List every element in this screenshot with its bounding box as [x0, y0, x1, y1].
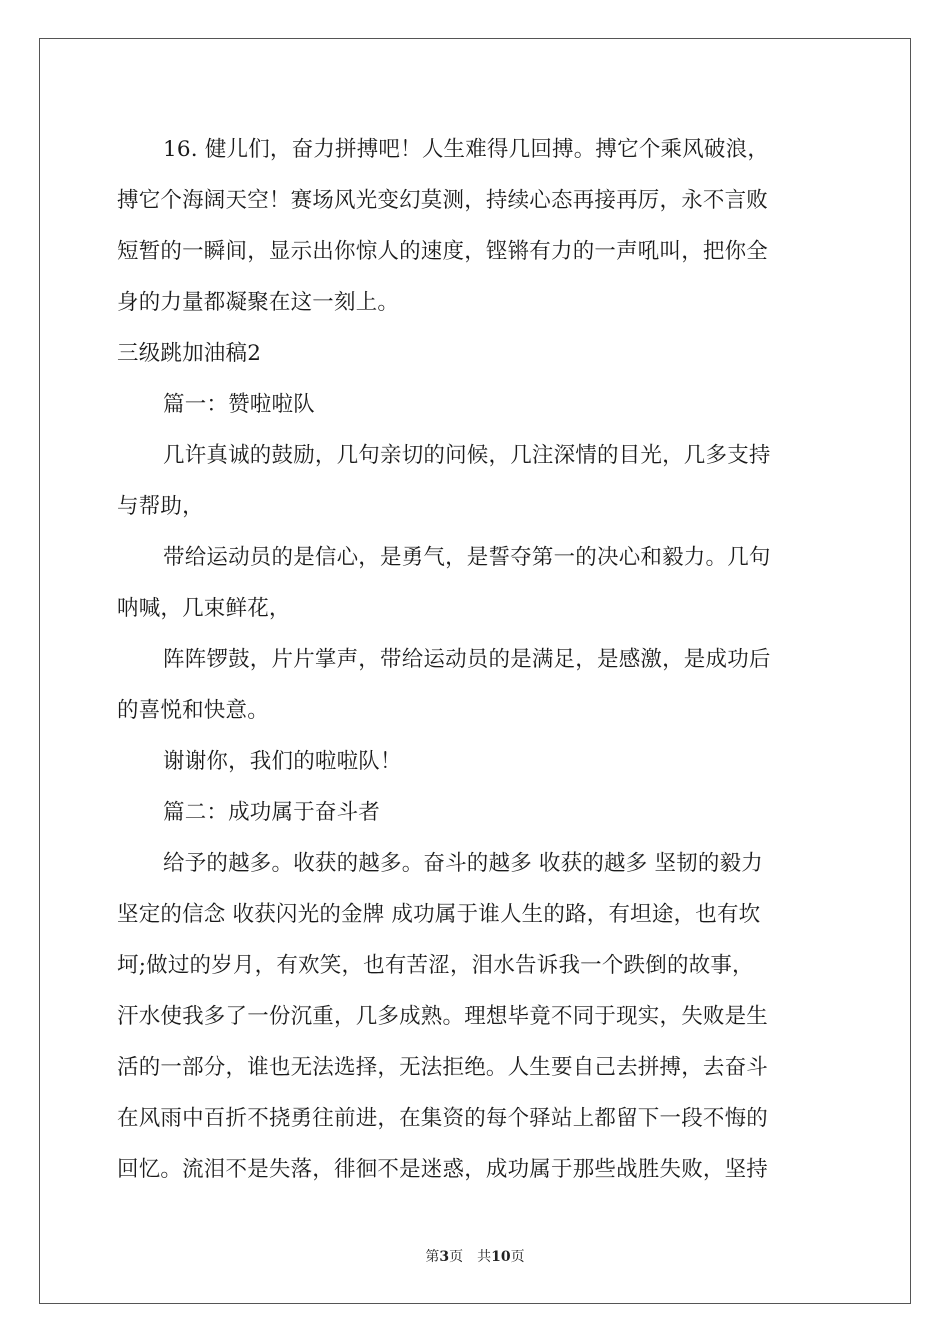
page-footer — [0, 1246, 950, 1266]
total-page-count: 10 — [491, 1249, 511, 1265]
text-line: 在风雨中百折不挠勇往前进，在集资的每个驿站上都留下一段不悔的 — [117, 1106, 769, 1131]
text-line: 短暂的一瞬间，显示出你惊人的速度，铿锵有力的一声吼叫，把你全 — [117, 239, 769, 264]
text-line: 的喜悦和快意。 — [117, 698, 269, 723]
current-page-number: 3 — [439, 1249, 450, 1265]
text-line: 几许真诚的鼓励，几句亲切的问候，几注深情的目光，几多支持 — [163, 443, 771, 468]
text-line: 带给运动员的是信心，是勇气，是誓夺第一的决心和毅力。几句 — [163, 545, 771, 570]
document-body — [117, 124, 833, 1195]
footer-suffix: 页 — [510, 1249, 525, 1265]
text-line: 活的一部分，谁也无法选择，无法拒绝。人生要自己去拼搏，去奋斗 — [117, 1055, 769, 1080]
text-line: 坚定的信念 收获闪光的金牌 成功属于谁人生的路，有坦途，也有坎 — [117, 902, 761, 927]
text-line: 给予的越多。收获的越多。奋斗的越多 收获的越多 坚韧的毅力 — [163, 851, 763, 876]
text-line: 篇一：赞啦啦队 — [163, 392, 315, 417]
text-line: 搏它个海阔天空！赛场风光变幻莫测，持续心态再接再厉，永不言败 — [117, 188, 769, 213]
text-line: 汗水使我多了一份沉重，几多成熟。理想毕竟不同于现实，失败是生 — [117, 1004, 769, 1029]
text-line: 坷;做过的岁月，有欢笑，也有苦涩，泪水告诉我一个跌倒的故事， — [117, 953, 754, 978]
text-line: 阵阵锣鼓，片片掌声，带给运动员的是满足，是感激，是成功后 — [163, 647, 771, 672]
text-line: 谢谢你，我们的啦啦队！ — [163, 749, 402, 774]
text-line: 篇二：成功属于奋斗者 — [163, 800, 381, 825]
footer-prefix: 第 — [425, 1249, 440, 1265]
text-line: 三级跳加油稿2 — [117, 341, 262, 366]
text-line: 回忆。流泪不是失落，徘徊不是迷惑，成功属于那些战胜失败，坚持 — [117, 1157, 769, 1182]
text-line: 与帮助， — [117, 494, 204, 519]
text-line: 身的力量都凝聚在这一刻上。 — [117, 290, 400, 315]
footer-middle: 页 共 — [449, 1249, 492, 1265]
text-line: 呐喊，几束鲜花， — [117, 596, 291, 621]
text-line: 16. 健儿们，奋力拼搏吧！人生难得几回搏。搏它个乘风破浪， — [163, 137, 770, 162]
